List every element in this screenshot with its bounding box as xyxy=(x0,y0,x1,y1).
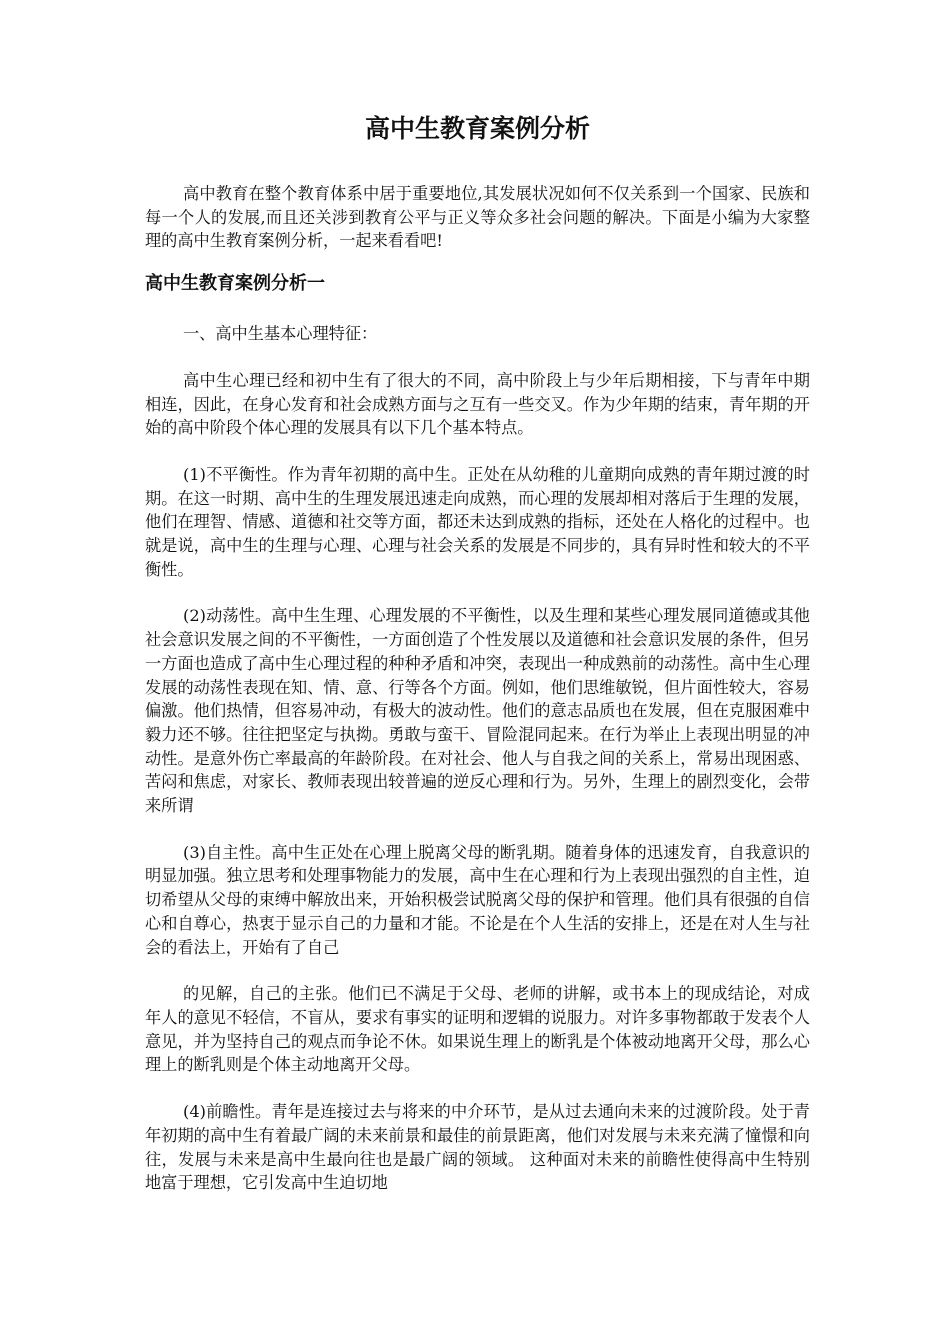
body-paragraph: (1)不平衡性。作为青年初期的高中生。正处在从幼稚的儿童期向成熟的青年期过渡的时期。在这一时期、高中生的生理发展迅速走向成熟，而心理的发展却相对落后于生理的发展，他们在理智、情感、道德和社交等方面，都还未达到成熟的指标，还处在人格化的过程中。也就是说，高中生的生理与心理、心理与社会关系的发展是不同步的，具有异时性和较大的不平衡性。 xyxy=(145,464,810,579)
body-paragraph: (4)前瞻性。青年是连接过去与将来的中介环节，是从过去通向未来的过渡阶段。处于青年初期的高中生有着最广阔的未来前景和最佳的前景距离，他们对发展与未来充满了憧憬和向往，发展与未来是高中生最向往也是最广阔的领域。 这种面对未来的前瞻性使得高中生特别地富于理想，它引发高中生迫切地 xyxy=(145,1102,810,1193)
subheading-paragraph: 一、高中生基本心理特征： xyxy=(183,324,378,344)
body-paragraph: 高中生心理已经和初中生有了很大的不同，高中阶段上与少年后期相接，下与青年中期相连，因此，在身心发育和社会成熟方面与之互有一些交叉。作为少年期的结束，青年期的开始的高中阶段个体心理的发展具有以下几个基本特点。 xyxy=(145,370,810,438)
intro-paragraph: 高中教育在整个教育体系中居于重要地位,其发展状况如何不仅关系到一个国家、民族和每一个人的发展,而且还关涉到教育公平与正义等众多社会问题的解决。下面是小编为大家整理的高中生教育案例分析，一起来看看吧! xyxy=(145,184,810,251)
document-title: 高中生教育案例分析 xyxy=(364,114,590,143)
body-paragraph: (3)自主性。高中生正处在心理上脱离父母的断乳期。随着身体的迅速发育，自我意识的明显加强。独立思考和处理事物能力的发展，高中生在心理和行为上表现出强烈的自主性，迫切希望从父母的束缚中解放出来，开始积极尝试脱离父母的保护和管理。他们具有很强的自信心和自尊心，热衷于显示自己的力量和才能。不论是在个人生活的安排上，还是在对人生与社会的看法上，开始有了自己 xyxy=(145,842,810,957)
body-paragraph: 的见解，自己的主张。他们已不满足于父母、老师的讲解，或书本上的现成结论，对成年人的意见不轻信，不盲从，要求有事实的证明和逻辑的说服力。对许多事物都敢于发表个人意见，并为坚持自己的观点而争论不休。如果说生理上的断乳是个体被动地离开父母，那么心理上的断乳则是个体主动地离开父母。 xyxy=(145,984,810,1075)
body-paragraph: (2)动荡性。高中生生理、心理发展的不平衡性，以及生理和某些心理发展同道德或其他社会意识发展之间的不平衡性，一方面创造了个性发展以及道德和社会意识发展的条件，但另一方面也造成了高中生心理过程的种种矛盾和冲突，表现出一种成熟前的动荡性。高中生心理发展的动荡性表现在知、情、意、行等各个方面。例如，他们思维敏锐，但片面性较大，容易偏激。他们热情，但容易冲动，有极大的波动性。他们的意志品质也在发展，但在克服困难中毅力还不够。往往把坚定与执拗。勇敢与蛮干、冒险混同起来。在行为举止上表现出明显的冲动性。是意外伤亡率最高的年龄阶段。在对社会、他人与自我之间的关系上，常易出现困惑、苦闷和焦虑，对家长、教师表现出较普遍的逆反心理和行为。另外，生理上的剧烈变化，会带来所谓 xyxy=(145,606,810,816)
document-page xyxy=(145,112,810,1195)
section-heading: 高中生教育案例分析一 xyxy=(145,273,325,295)
